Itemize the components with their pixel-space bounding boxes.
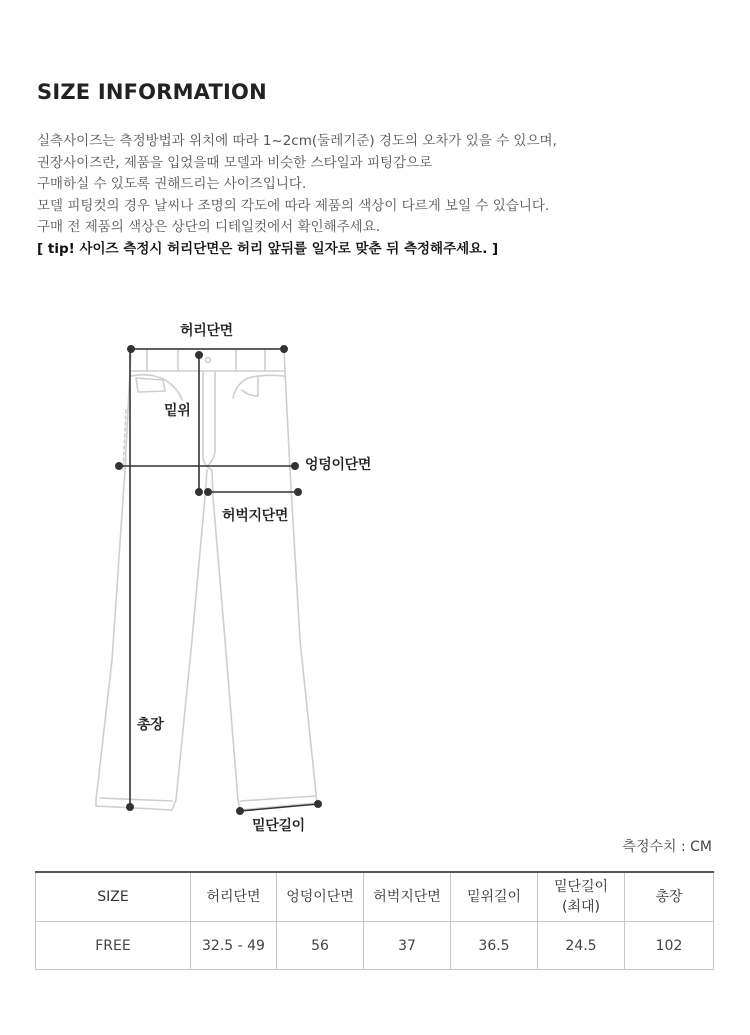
header-hem xyxy=(538,872,625,922)
hem-label: 밑단길이 xyxy=(252,818,305,834)
waist-label: 허리단면 xyxy=(180,323,233,339)
table-row xyxy=(36,922,714,970)
cell-length: 102 xyxy=(625,922,714,970)
header-length: 총장 xyxy=(625,872,714,922)
size-table xyxy=(35,871,714,970)
rise-label: 밑위 xyxy=(164,403,191,419)
measurement-lines xyxy=(116,346,321,814)
hip-label: 엉덩이단면 xyxy=(305,457,372,473)
cell-size: FREE xyxy=(36,922,191,970)
header-hem-line2: (최대) xyxy=(562,899,600,915)
description-line: 구매하실 수 있도록 권해드리는 사이즈입니다. xyxy=(37,176,307,192)
header-waist: 허리단면 xyxy=(191,872,277,922)
tip-line: [ tip! 사이즈 측정시 허리단면은 허리 앞뒤를 일자로 맞춘 뒤 측정해주세요. ] xyxy=(37,240,499,257)
description-line: 실측사이즈는 측정방법과 위치에 따라 1~2cm(둘레기준) 경도의 오차가 있을 수 있으며, xyxy=(37,133,557,149)
header-hem-line1: 밑단길이 xyxy=(553,879,609,895)
header-size: SIZE xyxy=(36,872,191,922)
header-thigh: 허벅지단면 xyxy=(364,872,451,922)
header-rise: 밑위길이 xyxy=(451,872,538,922)
thigh-label: 허벅지단면 xyxy=(222,508,289,524)
length-label: 총장 xyxy=(137,717,164,733)
pants-outline xyxy=(96,349,317,810)
description-line: 권장사이즈란, 제품을 입었을때 모델과 비슷한 스타일과 피팅감으로 xyxy=(37,154,433,171)
unit-label: 측정수치 : CM xyxy=(622,839,712,855)
cell-rise: 36.5 xyxy=(451,922,538,970)
page-title: SIZE INFORMATION xyxy=(37,80,267,104)
cell-waist: 32.5 - 49 xyxy=(191,922,277,970)
cell-hem: 24.5 xyxy=(538,922,625,970)
description-line: 모델 피팅컷의 경우 날씨나 조명의 각도에 따라 제품의 색상이 다르게 보일 수 있습니다. xyxy=(37,197,550,214)
cell-hip: 56 xyxy=(277,922,364,970)
description-line: 구매 전 제품의 색상은 상단의 디테일컷에서 확인해주세요. xyxy=(37,219,381,235)
table-header-row xyxy=(36,872,714,922)
header-hip: 엉덩이단면 xyxy=(277,872,364,922)
cell-thigh: 37 xyxy=(364,922,451,970)
